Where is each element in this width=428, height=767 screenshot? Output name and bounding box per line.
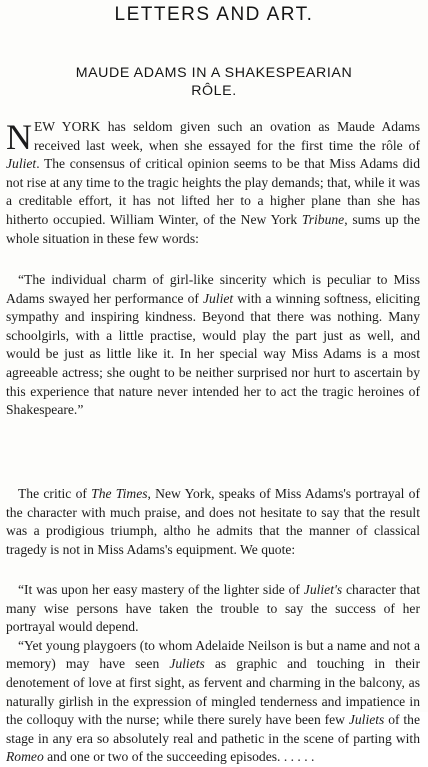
intro-text-c: , sums up the whole situation in these few words: bbox=[6, 211, 420, 246]
section-heading: LETTERS AND ART. bbox=[114, 4, 314, 25]
article-title bbox=[0, 64, 428, 100]
drop-cap: N bbox=[6, 117, 32, 157]
times-quote-para-2 bbox=[6, 637, 420, 767]
winter-quote-text-a: “The individual charm of girl-like sincerity which is peculiar to Miss Adams swayed her performance of bbox=[6, 272, 420, 306]
times-quote bbox=[6, 581, 420, 767]
times-quote-2-italic-romeo: Romeo bbox=[6, 749, 44, 765]
times-text-a: The critic of bbox=[18, 486, 92, 501]
times-paragraph bbox=[6, 485, 420, 559]
intro-italic-tribune: Tribune bbox=[301, 211, 345, 227]
times-italic-title: The Times bbox=[91, 486, 148, 501]
times-quote-2-italic-a: Juliets bbox=[169, 656, 205, 672]
winter-quote-italic-juliet: Juliet bbox=[202, 290, 234, 306]
intro-text-b: . The consensus of critical opinion seems to be that Miss Adams did not rise at any time to the tragic heights the play demands; that, while it was a creditable effort, it has not lifted her to a higher plane than she has hitherto occupied. William Winter, of the New York bbox=[6, 156, 420, 227]
times-quote-2-italic-b: Juliets bbox=[348, 712, 385, 728]
times-quote-1-text-a: “It was upon her easy mastery of the lighter side of bbox=[18, 582, 304, 597]
winter-quote bbox=[6, 271, 420, 420]
times-quote-1-italic: Juliet's bbox=[303, 582, 343, 597]
times-text-b: , New York, speaks of Miss Adams's portrayal of the character with much praise, and does not hesitate to say that the result was a prodigious triumph, altho he admits that the manner of classical tragedy is not in Miss Adams's equipment. We quote: bbox=[6, 486, 420, 557]
intro-italic-juliet: Juliet bbox=[6, 156, 37, 172]
times-quote-2-text-c: of the stage in any era so absolutely real and pathetic in the scene of parting with bbox=[6, 712, 420, 746]
article-title-line-2: RÔLE. bbox=[191, 83, 237, 99]
times-quote-2-text-a: “Yet young playgoers (to whom Adelaide Neilson is but a name and not a memory) may have seen bbox=[6, 637, 420, 672]
intro-text-a: EW YORK has seldom given such an ovation as Maude Adams received last week, when she essayed for the first time the rôle of bbox=[34, 119, 420, 153]
times-quote-2-text-d: and one or two of the succeeding episodes. . . . . . bbox=[43, 749, 315, 765]
times-quote-1-text-b: character that many wise persons have taken the trouble to say the success of her portrayal would depend. bbox=[6, 582, 420, 635]
times-quote-para-1 bbox=[6, 581, 420, 637]
article-title-line-1: MAUDE ADAMS IN A SHAKESPEARIAN bbox=[75, 65, 353, 81]
winter-quote-text-b: with a winning softness, eliciting sympathy and inspiring kindness. Beyond that there was nothing. Many schoolgirls, with a little practise, would play the part just as well, and would be just as little like it. In her special way Miss Adams is a most agreeable actress; she ought to be neither surprised nor hurt to ascertain by this experience that nature never intended her to act the tragic heroines of Shakespeare.” bbox=[6, 290, 420, 418]
times-quote-2-text-b: as graphic and touching in their denotement of love at first sight, as fervent and charming in the balcony, as naturally girlish in the expression of mingled tenderness and impatience in the colloquy with the nurse; while there surely have been few bbox=[6, 656, 420, 728]
intro-paragraph bbox=[6, 118, 420, 248]
